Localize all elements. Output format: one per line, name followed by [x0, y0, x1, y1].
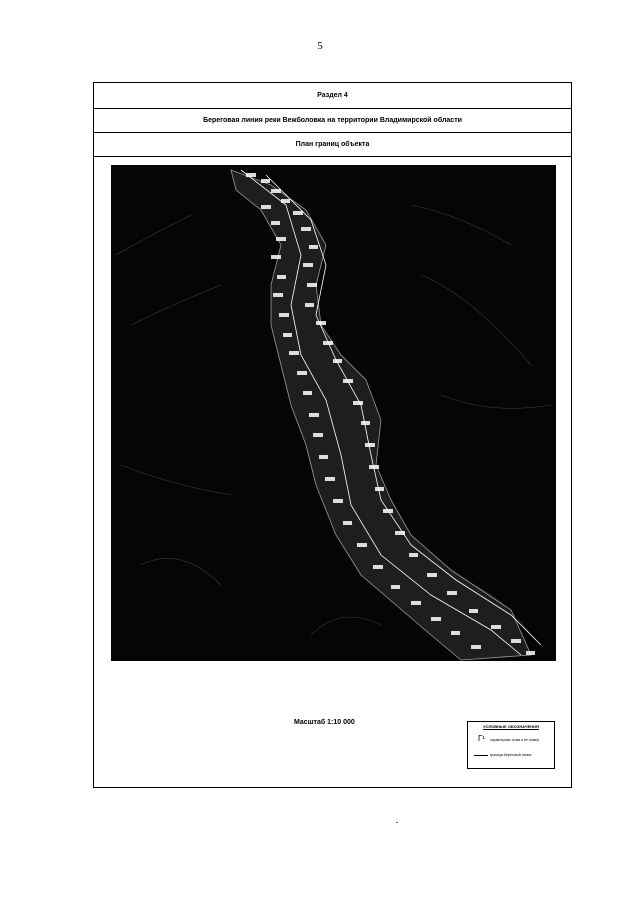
- map-scale: Масштаб 1:10 000: [294, 719, 355, 726]
- legend-box: [467, 721, 555, 769]
- scan-artifact: [396, 822, 398, 823]
- legend-title: УСЛОВНЫЕ ОБОЗНАЧЕНИЯ: [483, 724, 539, 729]
- legend-point-symbol: Г¹: [478, 734, 485, 743]
- satellite-map: [111, 165, 556, 661]
- legend-point-label: характерная точка и ее номер: [490, 738, 540, 742]
- section-header: Раздел 4: [94, 83, 571, 109]
- legend-line-label: граница береговой линии: [490, 753, 532, 757]
- map-overlay: [111, 165, 556, 661]
- object-title: Береговая линия реки Вежболовка на территории Владимирской области: [94, 109, 571, 133]
- legend-line-symbol: [474, 755, 488, 756]
- document-frame: [93, 82, 572, 788]
- page-number: 5: [317, 40, 323, 52]
- plan-subtitle: План границ объекта: [94, 133, 571, 157]
